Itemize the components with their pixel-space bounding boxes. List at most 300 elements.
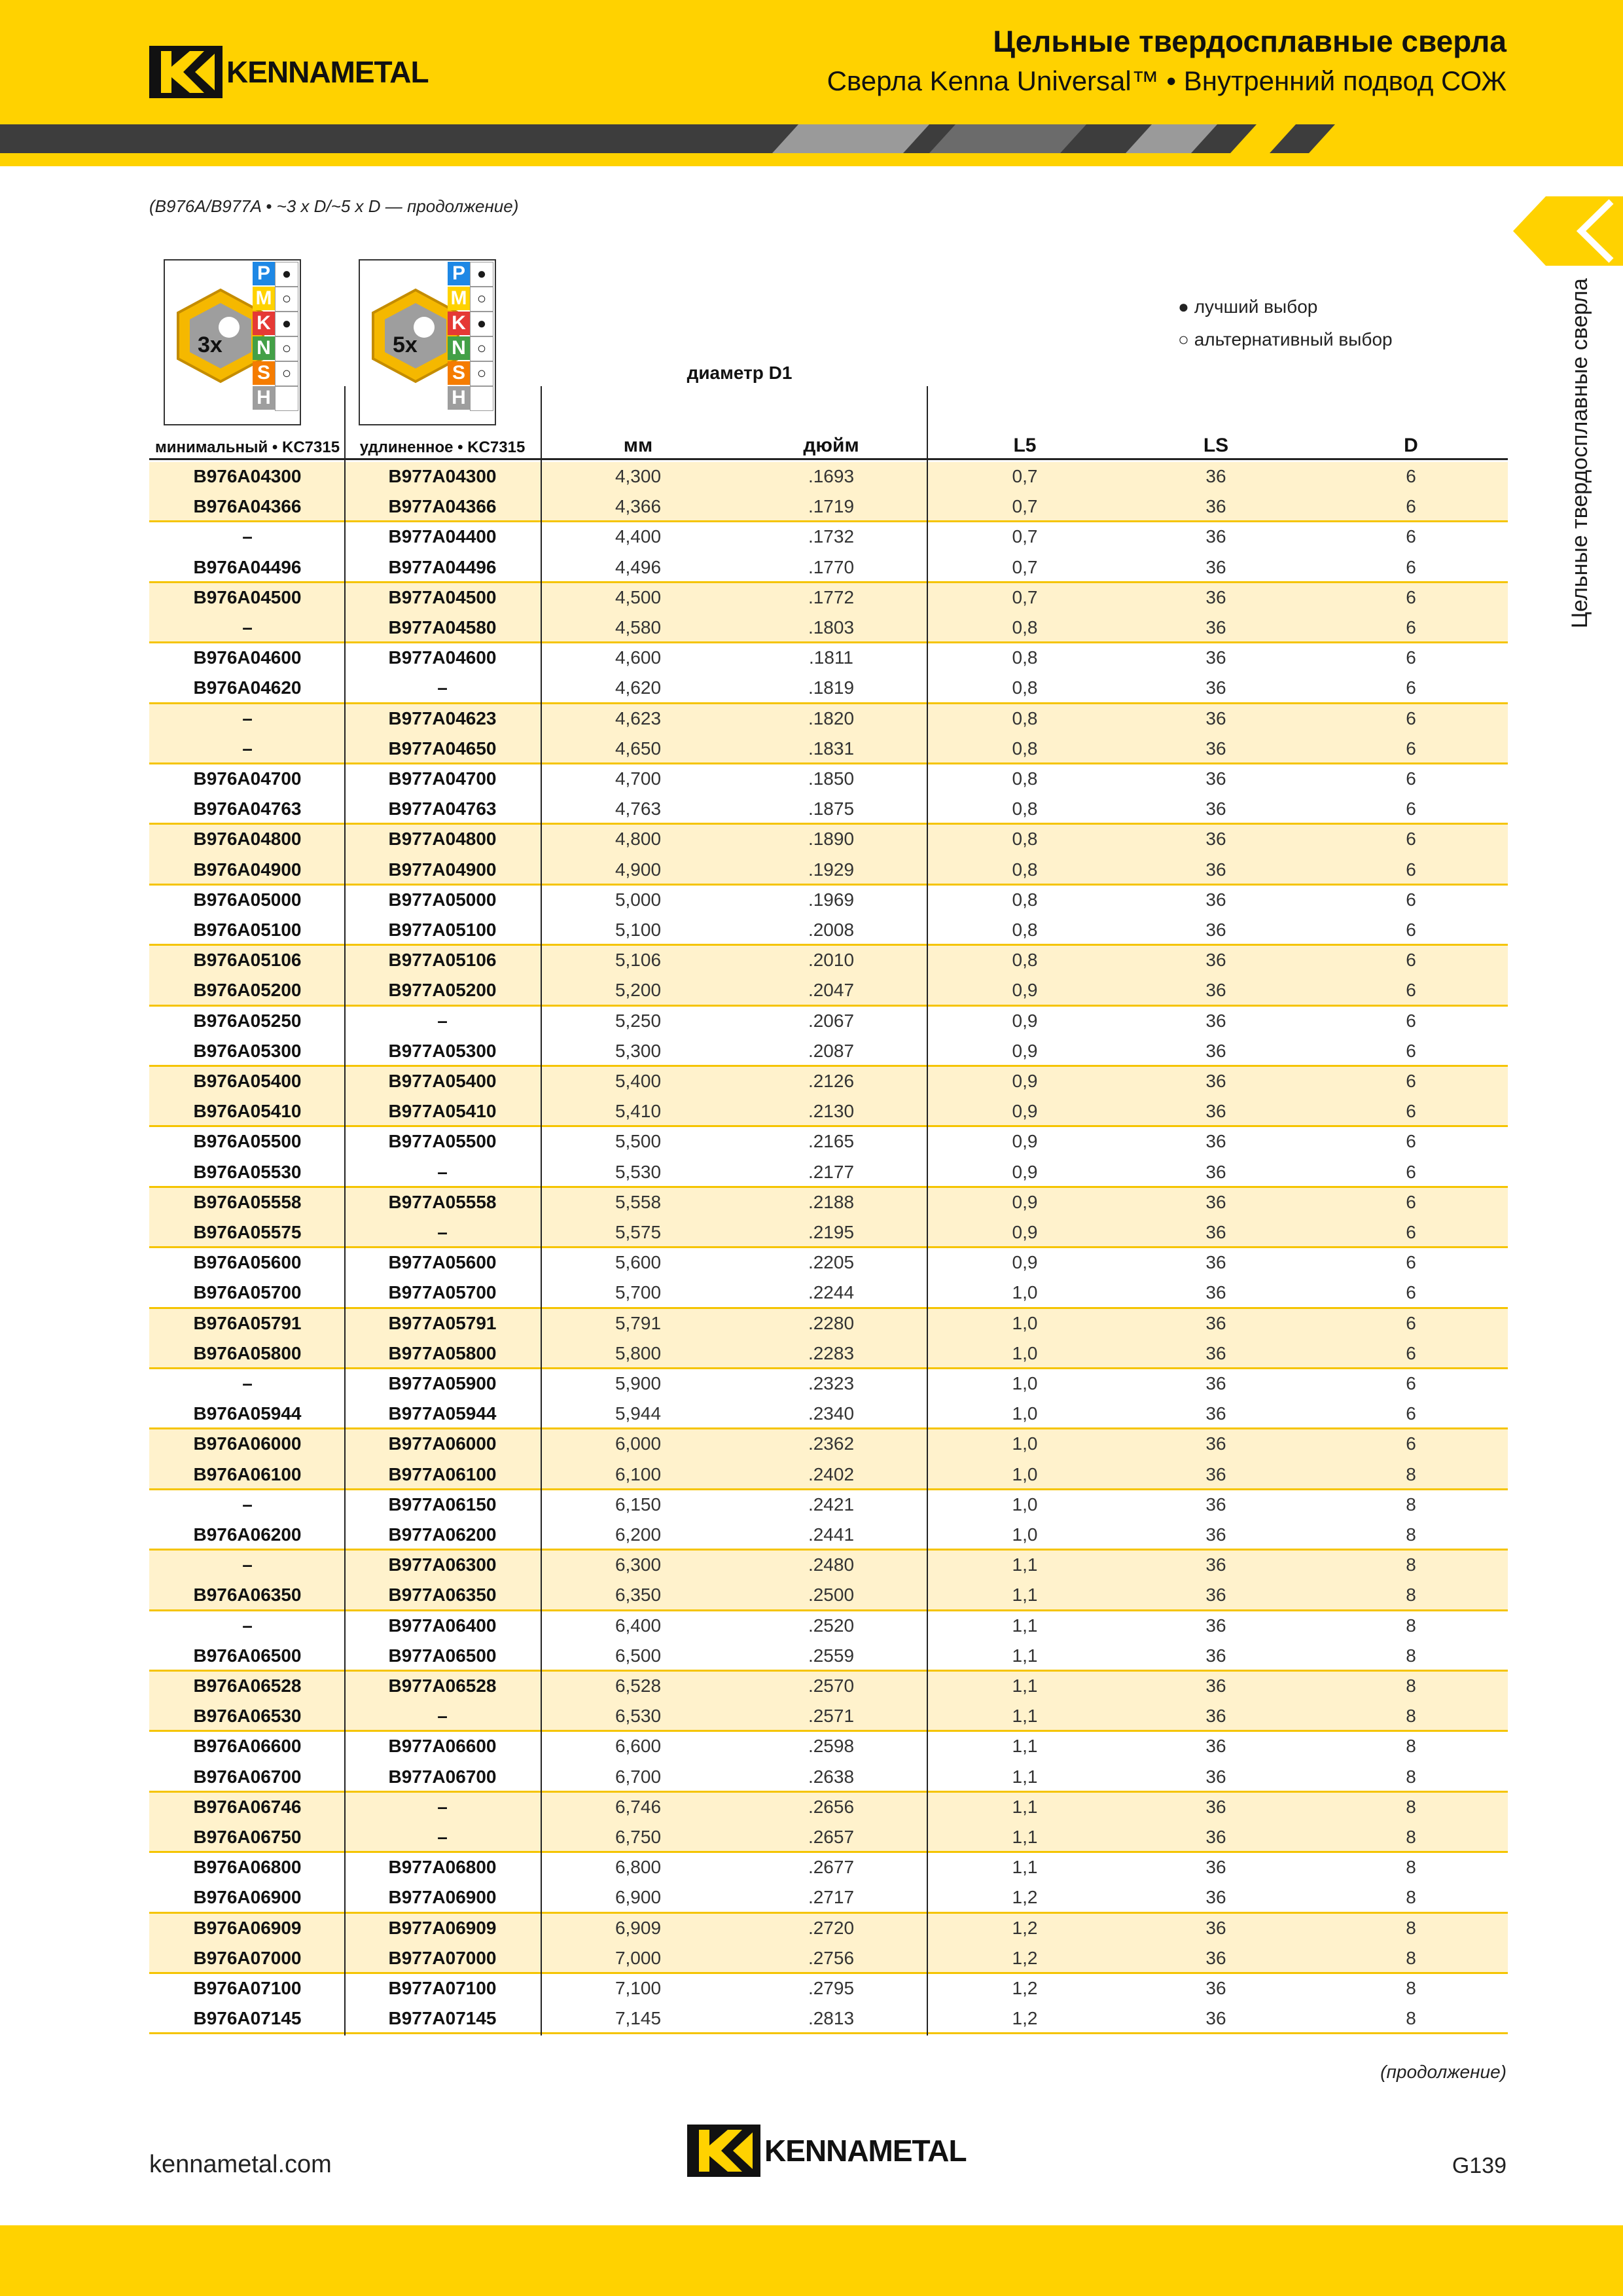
table-cell: .2205 xyxy=(808,1252,855,1273)
part-number[interactable]: B976A06900 xyxy=(193,1887,302,1908)
table-cell: .1929 xyxy=(808,859,855,880)
part-number[interactable]: B977A06700 xyxy=(388,1766,497,1787)
part-number[interactable]: B976A05200 xyxy=(193,980,302,1001)
table-cell: 5,250 xyxy=(615,1010,662,1031)
table-cell: .2500 xyxy=(808,1585,855,1605)
table-cell: 4,620 xyxy=(615,677,662,698)
part-number[interactable]: B976A05600 xyxy=(193,1252,302,1273)
material-code: P xyxy=(448,262,470,285)
part-number[interactable]: – xyxy=(437,1222,448,1242)
part-number[interactable]: B977A04600 xyxy=(388,647,497,668)
page-title: Цельные твердосплавные сверла xyxy=(993,24,1507,58)
part-number[interactable]: B976A05106 xyxy=(193,950,302,971)
part-number[interactable]: B977A05700 xyxy=(388,1282,497,1303)
empty-dot-icon: ○ xyxy=(470,361,493,386)
table-cell: 36 xyxy=(1205,1252,1226,1273)
table-cell: .1875 xyxy=(808,798,855,819)
part-number[interactable]: – xyxy=(437,1010,448,1031)
table-cell: 0,9 xyxy=(1012,1131,1038,1152)
table-cell: .1693 xyxy=(808,466,855,486)
table-cell: 6,350 xyxy=(615,1585,662,1605)
part-number[interactable]: – xyxy=(242,617,253,637)
part-number[interactable]: B976A05700 xyxy=(193,1282,302,1303)
table-cell: 1,0 xyxy=(1012,1312,1038,1333)
table-cell: 4,600 xyxy=(615,647,662,668)
table-cell: 0,7 xyxy=(1012,496,1038,517)
column-header: LS xyxy=(1203,435,1229,456)
table-cell: .1770 xyxy=(808,556,855,577)
column-header: удлиненное • KC7315 xyxy=(359,439,526,456)
part-number[interactable]: B976A05500 xyxy=(193,1131,302,1152)
table-cell: 0,7 xyxy=(1012,526,1038,547)
header-stripe xyxy=(0,124,1623,153)
table-cell: .2130 xyxy=(808,1101,855,1122)
table-cell: 1,1 xyxy=(1012,1585,1038,1605)
table-cell: 4,800 xyxy=(615,829,662,850)
table-cell: 36 xyxy=(1205,647,1226,668)
part-number[interactable]: B976A04763 xyxy=(193,798,302,819)
table-cell: 36 xyxy=(1205,526,1226,547)
part-number[interactable]: B977A05106 xyxy=(388,950,497,971)
table-cell: .2280 xyxy=(808,1312,855,1333)
part-number[interactable]: B977A04500 xyxy=(388,586,497,607)
table-cell: .2402 xyxy=(808,1463,855,1484)
table-cell: .2756 xyxy=(808,1947,855,1968)
legend-alt-label: альтернативный выбор xyxy=(1194,329,1393,350)
table-cell: 6 xyxy=(1406,677,1416,698)
table-cell: 1,1 xyxy=(1012,1857,1038,1878)
table-cell: .2244 xyxy=(808,1282,855,1303)
table-cell: 36 xyxy=(1205,1131,1226,1152)
table-cell: 8 xyxy=(1406,2008,1416,2029)
part-number[interactable]: B977A06400 xyxy=(388,1615,497,1636)
table-cell: 8 xyxy=(1406,1917,1416,1938)
table-cell: 36 xyxy=(1205,1554,1226,1575)
table-cell: 36 xyxy=(1205,1585,1226,1605)
side-tab-label: Цельные твердосплавные сверла xyxy=(1567,278,1592,628)
material-row xyxy=(448,361,493,386)
table-cell: 36 xyxy=(1205,1736,1226,1757)
part-number[interactable]: B976A05400 xyxy=(193,1071,302,1091)
table-cell: 6 xyxy=(1406,1312,1416,1333)
table-cell: .2677 xyxy=(808,1857,855,1878)
table-cell: 6,600 xyxy=(615,1736,662,1757)
table-cell: 6 xyxy=(1406,1161,1416,1182)
part-number[interactable]: – xyxy=(437,1827,448,1847)
part-number[interactable]: – xyxy=(437,1161,448,1182)
footer-band xyxy=(0,2225,1623,2296)
table-cell: 6 xyxy=(1406,798,1416,819)
material-row xyxy=(253,312,298,336)
part-number[interactable]: B977A06528 xyxy=(388,1676,497,1696)
table-cell: 5,200 xyxy=(615,980,662,1001)
part-number[interactable]: – xyxy=(437,1796,448,1817)
part-number[interactable]: B977A06000 xyxy=(388,1433,497,1454)
material-code: N xyxy=(448,336,470,360)
table-cell: 8 xyxy=(1406,1827,1416,1847)
part-number[interactable]: B977A05944 xyxy=(388,1403,497,1424)
part-number[interactable]: B977A06900 xyxy=(388,1887,497,1908)
diameter-header: диаметр D1 xyxy=(687,363,793,383)
table-cell: 6 xyxy=(1406,466,1416,486)
table-cell: 36 xyxy=(1205,586,1226,607)
part-number[interactable]: B976A07145 xyxy=(193,2008,302,2029)
part-number[interactable]: B976A05791 xyxy=(193,1312,302,1333)
table-cell: 6,300 xyxy=(615,1554,662,1575)
part-number[interactable]: B976A05300 xyxy=(193,1040,302,1061)
part-number[interactable]: B976A06530 xyxy=(193,1706,302,1727)
table-cell: 1,0 xyxy=(1012,1403,1038,1424)
part-number[interactable]: B976A06746 xyxy=(193,1796,302,1817)
blank-cell xyxy=(275,386,298,411)
part-number[interactable]: B976A04500 xyxy=(193,586,302,607)
table-cell: 0,8 xyxy=(1012,798,1038,819)
part-number[interactable]: – xyxy=(437,1706,448,1727)
icon2-label: 5x xyxy=(393,332,418,357)
table-cell: 5,400 xyxy=(615,1071,662,1091)
table-cell: 8 xyxy=(1406,1524,1416,1545)
table-cell: 6 xyxy=(1406,738,1416,759)
table-cell: 6,800 xyxy=(615,1857,662,1878)
table-cell: .2571 xyxy=(808,1706,855,1727)
part-number[interactable]: B976A07000 xyxy=(193,1947,302,1968)
part-number[interactable]: B977A05900 xyxy=(388,1373,497,1393)
table-cell: .1732 xyxy=(808,526,855,547)
column-header: минимальный • KC7315 xyxy=(154,439,340,456)
part-number[interactable]: B977A06150 xyxy=(388,1494,497,1515)
table-cell: 6 xyxy=(1406,889,1416,910)
table-cell: 5,900 xyxy=(615,1373,662,1393)
part-number[interactable]: B977A06300 xyxy=(388,1554,497,1575)
part-number[interactable]: – xyxy=(242,1615,253,1636)
footer-logo-text: KENNAMETAL xyxy=(764,2134,967,2168)
column-header: L5 xyxy=(1013,435,1037,456)
material-row xyxy=(253,361,298,386)
legend xyxy=(1178,291,1393,356)
part-number[interactable]: B976A04600 xyxy=(193,647,302,668)
table-cell: 6 xyxy=(1406,617,1416,637)
table-cell: 8 xyxy=(1406,1766,1416,1787)
part-number[interactable]: – xyxy=(437,677,448,698)
part-number[interactable]: B977A05000 xyxy=(388,889,497,910)
table-cell: 1,0 xyxy=(1012,1524,1038,1545)
table-cell: 6 xyxy=(1406,950,1416,971)
part-number[interactable]: B976A06500 xyxy=(193,1645,302,1666)
table-cell: 36 xyxy=(1205,1222,1226,1242)
part-number[interactable]: B976A05410 xyxy=(193,1101,302,1122)
table-cell: 1,1 xyxy=(1012,1554,1038,1575)
part-number[interactable]: B976A06800 xyxy=(193,1857,302,1878)
part-number[interactable]: B976A05575 xyxy=(193,1222,302,1242)
table-cell: 1,0 xyxy=(1012,1373,1038,1393)
part-number[interactable]: B976A04800 xyxy=(193,829,302,850)
stripe-graphic xyxy=(0,124,1623,153)
part-number[interactable]: – xyxy=(242,526,253,547)
table-cell: .2559 xyxy=(808,1645,855,1666)
table-cell: 36 xyxy=(1205,798,1226,819)
table-cell: 36 xyxy=(1205,556,1226,577)
empty-dot-icon: ○ xyxy=(275,287,298,312)
material-code: H xyxy=(253,386,275,410)
material-row xyxy=(253,386,298,411)
table-cell: 36 xyxy=(1205,1433,1226,1454)
table-cell: .1820 xyxy=(808,708,855,728)
part-number[interactable]: B977A06600 xyxy=(388,1736,497,1757)
table-cell: 1,0 xyxy=(1012,1494,1038,1515)
part-number[interactable]: B977A07000 xyxy=(388,1947,497,1968)
part-number[interactable]: B977A06800 xyxy=(388,1857,497,1878)
material-code: N xyxy=(253,336,275,360)
part-number[interactable]: B977A04496 xyxy=(388,556,497,577)
part-number[interactable]: – xyxy=(242,1554,253,1575)
table-cell: .2480 xyxy=(808,1554,855,1575)
part-number[interactable]: B976A07100 xyxy=(193,1978,302,1998)
table-cell: 8 xyxy=(1406,1463,1416,1484)
part-number[interactable]: B976A04496 xyxy=(193,556,302,577)
table-cell: 6 xyxy=(1406,1252,1416,1273)
table-cell: 0,8 xyxy=(1012,738,1038,759)
part-number[interactable]: B977A06909 xyxy=(388,1917,497,1938)
part-number[interactable]: B976A06750 xyxy=(193,1827,302,1847)
table-cell: 7,145 xyxy=(615,2008,662,2029)
table-cell: 6 xyxy=(1406,1010,1416,1031)
table-cell: 4,400 xyxy=(615,526,662,547)
table-cell: .2188 xyxy=(808,1191,855,1212)
table-cell: 6 xyxy=(1406,526,1416,547)
part-number[interactable]: B977A05200 xyxy=(388,980,497,1001)
table-cell: 6,750 xyxy=(615,1827,662,1847)
table-cell: 6 xyxy=(1406,1373,1416,1393)
table-cell: .2520 xyxy=(808,1615,855,1636)
part-number[interactable]: B976A04620 xyxy=(193,677,302,698)
table-cell: 6 xyxy=(1406,920,1416,940)
table-cell: 0,9 xyxy=(1012,1071,1038,1091)
table-cell: 0,7 xyxy=(1012,556,1038,577)
header-underline xyxy=(0,153,1623,166)
col-divider-3 xyxy=(927,386,928,2036)
col-divider-2 xyxy=(541,386,542,2036)
table-cell: .2362 xyxy=(808,1433,855,1454)
table-cell: 6 xyxy=(1406,829,1416,850)
table-cell: .1803 xyxy=(808,617,855,637)
part-number[interactable]: B976A06350 xyxy=(193,1585,302,1605)
table-cell: 8 xyxy=(1406,1494,1416,1515)
part-number[interactable]: B977A06100 xyxy=(388,1463,497,1484)
table-cell: .2010 xyxy=(808,950,855,971)
table-cell: 0,7 xyxy=(1012,466,1038,486)
table-cell: 0,8 xyxy=(1012,708,1038,728)
material-row xyxy=(448,262,493,287)
table-cell: 8 xyxy=(1406,1554,1416,1575)
table-cell: 1,1 xyxy=(1012,1736,1038,1757)
material-row xyxy=(253,287,298,312)
table-cell: 36 xyxy=(1205,1645,1226,1666)
table-cell: 5,500 xyxy=(615,1131,662,1152)
table-cell: 36 xyxy=(1205,1342,1226,1363)
table-cell: .2795 xyxy=(808,1978,855,1998)
table-cell: 6 xyxy=(1406,1101,1416,1122)
part-number[interactable]: B976A05250 xyxy=(193,1010,302,1031)
part-number[interactable]: – xyxy=(242,738,253,759)
table-cell: 8 xyxy=(1406,1857,1416,1878)
part-number[interactable]: B977A06350 xyxy=(388,1585,497,1605)
part-number[interactable]: B977A05500 xyxy=(388,1131,497,1152)
part-number[interactable]: B976A04700 xyxy=(193,768,302,789)
part-number[interactable]: B977A04366 xyxy=(388,496,497,517)
table-cell: .2323 xyxy=(808,1373,855,1393)
part-number[interactable]: B977A05400 xyxy=(388,1071,497,1091)
table-cell: 36 xyxy=(1205,1071,1226,1091)
part-number[interactable]: B977A06200 xyxy=(388,1524,497,1545)
table-cell: 36 xyxy=(1205,1917,1226,1938)
material-row xyxy=(448,336,493,361)
table-cell: .2340 xyxy=(808,1403,855,1424)
column-header: мм xyxy=(623,435,653,456)
part-number[interactable]: B976A05530 xyxy=(193,1161,302,1182)
table-cell: 1,1 xyxy=(1012,1676,1038,1696)
table-cell: 4,580 xyxy=(615,617,662,637)
part-number[interactable]: B976A06600 xyxy=(193,1736,302,1757)
table-cell: 5,791 xyxy=(615,1312,662,1333)
part-number[interactable]: B977A07100 xyxy=(388,1978,497,1998)
material-row xyxy=(253,336,298,361)
table-cell: 8 xyxy=(1406,1585,1416,1605)
part-number[interactable]: B977A04300 xyxy=(388,466,497,486)
part-number[interactable]: B976A04900 xyxy=(193,859,302,880)
part-number[interactable]: B977A04700 xyxy=(388,768,497,789)
table-cell: 4,500 xyxy=(615,586,662,607)
part-number[interactable]: B977A05800 xyxy=(388,1342,497,1363)
table-cell: 0,8 xyxy=(1012,829,1038,850)
material-code: M xyxy=(448,287,470,310)
part-number[interactable]: B977A05558 xyxy=(388,1191,497,1212)
table-cell: 5,800 xyxy=(615,1342,662,1363)
empty-dot-icon: ○ xyxy=(470,287,493,312)
table-cell: 1,2 xyxy=(1012,1887,1038,1908)
table-cell: 6,528 xyxy=(615,1676,662,1696)
table-cell: 1,1 xyxy=(1012,1796,1038,1817)
part-number[interactable]: B977A04763 xyxy=(388,798,497,819)
part-number[interactable]: B976A04300 xyxy=(193,466,302,486)
table-cell: 0,8 xyxy=(1012,950,1038,971)
table-cell: 4,300 xyxy=(615,466,662,486)
table-cell: 5,410 xyxy=(615,1101,662,1122)
part-number[interactable]: B976A06700 xyxy=(193,1766,302,1787)
table-cell: 0,7 xyxy=(1012,586,1038,607)
table-cell: 6,000 xyxy=(615,1433,662,1454)
part-number[interactable]: B977A04650 xyxy=(388,738,497,759)
footer-website[interactable]: kennametal.com xyxy=(149,2151,332,2178)
table-cell: 36 xyxy=(1205,617,1226,637)
table-cell: 6 xyxy=(1406,1040,1416,1061)
part-number[interactable]: B977A04623 xyxy=(388,708,497,728)
table-cell: 6 xyxy=(1406,859,1416,880)
table-cell: 36 xyxy=(1205,889,1226,910)
part-number[interactable]: B977A04580 xyxy=(388,617,497,637)
part-number[interactable]: B977A07145 xyxy=(388,2008,497,2029)
part-number[interactable]: B976A06100 xyxy=(193,1463,302,1484)
material-code: M xyxy=(253,287,275,310)
table-cell: 36 xyxy=(1205,1827,1226,1847)
table-cell: 36 xyxy=(1205,859,1226,880)
filled-dot-icon: ● xyxy=(1178,296,1189,317)
part-number[interactable]: B977A05300 xyxy=(388,1040,497,1061)
part-number[interactable]: B977A05791 xyxy=(388,1312,497,1333)
part-number[interactable]: B977A04900 xyxy=(388,859,497,880)
part-number[interactable]: B976A05100 xyxy=(193,920,302,940)
table-cell: 1,0 xyxy=(1012,1463,1038,1484)
empty-dot-icon: ○ xyxy=(470,336,493,361)
table-cell: 0,9 xyxy=(1012,1101,1038,1122)
table-cell: 36 xyxy=(1205,829,1226,850)
table-cell: 36 xyxy=(1205,2008,1226,2029)
table-cell: .2008 xyxy=(808,920,855,940)
table-cell: 0,8 xyxy=(1012,677,1038,698)
table-cell: 1,2 xyxy=(1012,1917,1038,1938)
part-number[interactable]: B977A06500 xyxy=(388,1645,497,1666)
table-cell: .2656 xyxy=(808,1796,855,1817)
part-number[interactable]: – xyxy=(242,708,253,728)
table-cell: 6 xyxy=(1406,586,1416,607)
part-number[interactable]: – xyxy=(242,1494,253,1515)
material-row xyxy=(448,312,493,336)
part-number[interactable]: B976A05558 xyxy=(193,1191,302,1212)
part-number[interactable]: B976A05000 xyxy=(193,889,302,910)
part-number[interactable]: B976A06528 xyxy=(193,1676,302,1696)
table-cell: 36 xyxy=(1205,496,1226,517)
empty-dot-icon: ○ xyxy=(1178,329,1189,350)
table-cell: .2813 xyxy=(808,2008,855,2029)
table-cell: 0,9 xyxy=(1012,1222,1038,1242)
part-number[interactable]: B976A05944 xyxy=(193,1403,302,1424)
table-cell: 6,400 xyxy=(615,1615,662,1636)
table-cell: .1811 xyxy=(809,647,853,668)
part-number[interactable]: B977A05100 xyxy=(388,920,497,940)
table-cell: 6,200 xyxy=(615,1524,662,1545)
legend-best-label: лучший выбор xyxy=(1194,296,1318,317)
drill-5xd-icon xyxy=(359,259,496,425)
table-cell: 1,0 xyxy=(1012,1282,1038,1303)
table-cell: 1,1 xyxy=(1012,1645,1038,1666)
part-number[interactable]: B976A06200 xyxy=(193,1524,302,1545)
part-number[interactable]: B977A04800 xyxy=(388,829,497,850)
part-number[interactable]: B977A05410 xyxy=(388,1101,497,1122)
part-number[interactable]: B976A05800 xyxy=(193,1342,302,1363)
table-cell: 6 xyxy=(1406,496,1416,517)
table-cell: .1819 xyxy=(808,677,855,698)
part-number[interactable]: B976A04366 xyxy=(193,496,302,517)
table-cell: 36 xyxy=(1205,1373,1226,1393)
part-number[interactable]: B977A05600 xyxy=(388,1252,497,1273)
table-cell: 36 xyxy=(1205,738,1226,759)
part-number[interactable]: B976A06000 xyxy=(193,1433,302,1454)
table-cell: 36 xyxy=(1205,1676,1226,1696)
table-cell: .2165 xyxy=(808,1131,855,1152)
part-number[interactable]: – xyxy=(242,1373,253,1393)
empty-dot-icon: ○ xyxy=(275,336,298,361)
table-cell: 4,623 xyxy=(615,708,662,728)
table-cell: 6,150 xyxy=(615,1494,662,1515)
table-cell: 4,763 xyxy=(615,798,662,819)
table-cell: .2126 xyxy=(808,1071,855,1091)
material-code: S xyxy=(253,361,275,385)
part-number[interactable]: B977A04400 xyxy=(388,526,497,547)
table-cell: 5,100 xyxy=(615,920,662,940)
table-cell: 6 xyxy=(1406,1222,1416,1242)
table-cell: 36 xyxy=(1205,1191,1226,1212)
part-number[interactable]: B976A06909 xyxy=(193,1917,302,1938)
material-code: H xyxy=(448,386,470,410)
